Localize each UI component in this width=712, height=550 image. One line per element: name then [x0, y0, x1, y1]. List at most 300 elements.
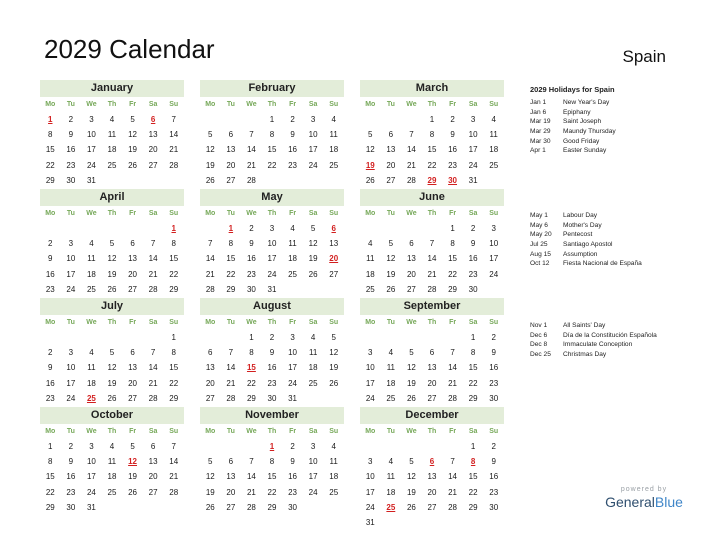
day-cell: 23 — [489, 378, 499, 388]
day-cell: 17 — [66, 269, 76, 279]
day-cell: 7 — [171, 442, 176, 451]
month-november — [200, 407, 344, 516]
day-cell: 27 — [148, 160, 158, 170]
week-row — [360, 345, 504, 360]
day-cell: 10 — [365, 363, 375, 373]
day-cell: 26 — [205, 175, 215, 185]
day-cell: 22 — [427, 160, 437, 170]
day-cell: 3 — [68, 239, 74, 249]
weekday-header — [200, 98, 344, 112]
day-cell: 15 — [468, 472, 478, 482]
day-cell: 15 — [169, 254, 179, 264]
day-cell: 25 — [107, 160, 117, 170]
day-cell: 8 — [470, 348, 476, 358]
day-cell: 15 — [45, 145, 55, 155]
day-cell: 15 — [427, 145, 437, 155]
day-cell: 30 — [468, 284, 478, 294]
weekday-label: Sa — [308, 101, 318, 108]
day-cell — [442, 515, 463, 530]
day-cell: 21 — [246, 160, 256, 170]
day-cell: 21 — [205, 269, 215, 279]
day-cell: 2 — [269, 333, 275, 342]
day-cell — [200, 112, 221, 127]
weekday-label: Fr — [449, 101, 457, 108]
day-cell: 14 — [148, 363, 158, 373]
day-cell — [163, 500, 184, 515]
day-cell: 28 — [169, 487, 179, 497]
day-cell: 9 — [491, 348, 496, 358]
week-row — [200, 439, 344, 454]
holiday-day-cell: 29 — [427, 175, 437, 185]
day-cell: 1 — [450, 224, 455, 233]
day-cell: 7 — [208, 239, 213, 249]
week-row — [40, 330, 184, 345]
week-row — [200, 267, 344, 282]
week-row — [200, 251, 344, 266]
week-row — [40, 282, 184, 297]
weekday-label: Tu — [66, 319, 75, 326]
day-cell: 7 — [450, 348, 455, 358]
day-cell: 5 — [409, 457, 414, 467]
day-cell: 6 — [228, 130, 234, 140]
day-cell: 25 — [86, 284, 96, 294]
month-title: April — [40, 189, 184, 206]
day-cell — [122, 500, 143, 515]
day-cell: 20 — [226, 487, 236, 497]
day-cell: 29 — [468, 393, 478, 403]
holiday-item — [530, 146, 700, 156]
day-cell: 8 — [171, 348, 176, 358]
weekday-label: Sa — [148, 319, 158, 326]
day-cell: 2 — [491, 442, 496, 451]
day-cell: 13 — [226, 145, 236, 155]
weekday-label: Tu — [386, 210, 395, 217]
week-row — [200, 345, 344, 360]
day-cell: 13 — [148, 130, 158, 140]
day-cell: 18 — [308, 363, 318, 373]
day-cell: 2 — [249, 224, 254, 233]
day-cell: 19 — [386, 269, 396, 279]
holiday-day-cell: 1 — [171, 224, 176, 233]
week-row — [200, 376, 344, 391]
day-cell: 9 — [450, 130, 455, 140]
holiday-date: Jan 6 — [530, 108, 547, 116]
holiday-day-cell: 6 — [331, 224, 336, 233]
day-cell: 11 — [489, 130, 498, 140]
day-cell: 10 — [86, 130, 96, 140]
day-cell: 24 — [86, 487, 96, 497]
day-cell: 26 — [386, 284, 396, 294]
day-cell: 29 — [45, 502, 55, 512]
month-title: December — [360, 407, 504, 424]
day-cell: 18 — [329, 145, 339, 155]
weekday-label: Su — [489, 428, 499, 435]
weekday-label: We — [246, 428, 257, 435]
month-title: October — [40, 407, 184, 424]
day-cell — [422, 515, 443, 530]
holiday-day-cell: 19 — [365, 160, 375, 170]
month-title: March — [360, 80, 504, 97]
weekday-header — [40, 316, 184, 330]
day-cell: 2 — [68, 115, 74, 124]
day-cell: 14 — [246, 145, 256, 155]
holiday-date: Mar 19 — [530, 118, 551, 126]
week-row — [200, 330, 344, 345]
day-cell: 19 — [128, 472, 138, 482]
day-cell: 4 — [368, 239, 373, 249]
week-row — [360, 236, 504, 251]
day-cell: 24 — [489, 269, 499, 279]
weekday-label: We — [86, 210, 97, 217]
day-cell: 3 — [89, 442, 94, 451]
holiday-date: May 6 — [530, 221, 548, 229]
day-cell: 18 — [86, 378, 96, 388]
day-cell: 20 — [148, 145, 158, 155]
day-cell: 8 — [171, 239, 176, 249]
holiday-date: Oct 12 — [530, 260, 550, 268]
day-cell — [40, 221, 61, 236]
day-cell: 14 — [169, 130, 179, 140]
day-cell: 20 — [386, 160, 396, 170]
day-cell: 10 — [267, 239, 277, 249]
holiday-item — [530, 108, 700, 118]
month-february — [200, 80, 344, 189]
holiday-date: Jul 25 — [530, 241, 548, 249]
day-cell: 12 — [406, 472, 416, 482]
day-cell: 12 — [205, 145, 215, 155]
weekday-label: Fr — [129, 101, 137, 108]
day-cell: 13 — [386, 145, 396, 155]
day-cell — [422, 439, 443, 454]
day-cell: 7 — [228, 348, 234, 358]
weekday-label: Su — [489, 210, 499, 217]
weekday-label: Tu — [66, 101, 75, 108]
week-row — [40, 454, 184, 469]
day-cell: 2 — [290, 442, 295, 451]
day-cell: 22 — [448, 269, 458, 279]
holiday-item — [530, 240, 700, 250]
day-cell: 10 — [86, 457, 96, 467]
week-row — [40, 345, 184, 360]
week-row — [200, 360, 344, 375]
day-cell — [122, 173, 143, 188]
day-cell — [143, 173, 164, 188]
day-cell: 7 — [249, 457, 254, 467]
day-cell — [221, 439, 242, 454]
day-cell: 24 — [86, 160, 96, 170]
day-cell: 13 — [406, 254, 416, 264]
day-cell: 11 — [107, 457, 117, 467]
day-cell — [360, 112, 381, 127]
day-cell: 9 — [269, 348, 275, 358]
day-cell: 1 — [470, 442, 476, 451]
calendar-grid — [40, 80, 504, 527]
day-cell: 28 — [246, 502, 256, 512]
day-cell — [323, 500, 344, 515]
day-cell — [303, 500, 324, 515]
day-cell: 24 — [308, 487, 318, 497]
week-row — [360, 267, 504, 282]
day-cell: 30 — [246, 284, 256, 294]
day-cell: 1 — [48, 442, 53, 451]
day-cell — [401, 439, 422, 454]
day-cell: 5 — [409, 348, 414, 358]
weekday-label: Th — [107, 319, 117, 326]
holiday-group — [530, 321, 700, 360]
weekday-label: Th — [267, 210, 277, 217]
day-cell: 10 — [66, 363, 76, 373]
week-row — [40, 376, 184, 391]
day-cell: 25 — [308, 378, 318, 388]
day-cell: 7 — [429, 239, 435, 249]
weekday-label: Sa — [468, 101, 478, 108]
day-cell: 4 — [388, 348, 394, 358]
week-row — [360, 376, 504, 391]
holiday-item — [530, 221, 700, 231]
week-row — [360, 439, 504, 454]
day-cell: 24 — [365, 502, 375, 512]
day-cell: 28 — [406, 175, 416, 185]
day-cell: 21 — [406, 160, 416, 170]
week-row — [360, 391, 504, 406]
holiday-name: New Year's Day — [563, 99, 610, 106]
holiday-group — [530, 211, 700, 269]
day-cell: 2 — [290, 115, 295, 124]
day-cell: 12 — [406, 363, 416, 373]
day-cell: 25 — [365, 284, 375, 294]
weekday-label: Th — [267, 428, 277, 435]
day-cell: 5 — [130, 442, 135, 451]
day-cell — [381, 221, 402, 236]
day-cell: 4 — [89, 348, 94, 358]
day-cell: 29 — [45, 175, 55, 185]
brand-name-part2: Blue — [654, 494, 683, 510]
day-cell: 14 — [226, 363, 236, 373]
day-cell: 23 — [468, 269, 478, 279]
day-cell: 23 — [45, 393, 55, 403]
day-cell — [422, 221, 443, 236]
day-cell: 24 — [308, 160, 318, 170]
weekday-label: Mo — [45, 210, 56, 217]
day-cell: 1 — [470, 333, 476, 342]
day-cell: 24 — [66, 393, 76, 403]
day-cell: 30 — [288, 502, 298, 512]
day-cell: 9 — [290, 130, 295, 140]
day-cell — [200, 439, 221, 454]
day-cell — [381, 515, 402, 530]
weekday-label: Th — [107, 101, 117, 108]
day-cell: 1 — [429, 115, 435, 124]
day-cell — [102, 330, 123, 345]
holiday-item — [530, 350, 700, 360]
weekday-label: Tu — [226, 428, 235, 435]
weekday-label: We — [406, 210, 417, 217]
day-cell: 9 — [48, 254, 53, 264]
day-cell — [360, 221, 381, 236]
day-cell: 15 — [267, 145, 277, 155]
weekday-label: Mo — [365, 210, 376, 217]
holiday-day-cell: 30 — [448, 175, 458, 185]
holiday-item — [530, 259, 700, 269]
weekday-label: Su — [169, 319, 179, 326]
day-cell: 14 — [205, 254, 215, 264]
day-cell: 19 — [107, 269, 117, 279]
weekday-label: Sa — [148, 210, 158, 217]
day-cell: 7 — [150, 239, 156, 249]
holiday-name: All Saints' Day — [563, 322, 606, 329]
day-cell — [360, 330, 381, 345]
weekday-header — [360, 98, 504, 112]
weekday-label: Mo — [205, 210, 216, 217]
weekday-label: Mo — [365, 101, 376, 108]
day-cell: 19 — [406, 487, 416, 497]
day-cell: 11 — [386, 472, 395, 482]
weekday-label: Tu — [226, 319, 235, 326]
day-cell: 26 — [128, 160, 138, 170]
day-cell: 9 — [48, 363, 53, 373]
week-row — [200, 112, 344, 127]
day-cell: 1 — [171, 333, 176, 342]
weekday-label: Fr — [289, 428, 297, 435]
day-cell: 28 — [427, 284, 437, 294]
day-cell — [323, 391, 344, 406]
weekday-label: Th — [267, 101, 277, 108]
day-cell: 17 — [86, 145, 96, 155]
day-cell: 25 — [386, 393, 396, 403]
day-cell: 31 — [267, 284, 277, 294]
day-cell: 12 — [329, 348, 339, 358]
weekday-label: We — [246, 319, 257, 326]
month-title: June — [360, 189, 504, 206]
month-january — [40, 80, 184, 189]
day-cell — [241, 439, 262, 454]
day-cell: 14 — [169, 457, 179, 467]
day-cell: 8 — [269, 130, 275, 140]
day-cell: 23 — [448, 160, 458, 170]
day-cell — [463, 515, 484, 530]
day-cell: 2 — [68, 442, 74, 451]
day-cell: 25 — [329, 160, 339, 170]
holiday-day-cell: 15 — [246, 363, 256, 373]
day-cell: 17 — [66, 378, 76, 388]
week-row — [360, 330, 504, 345]
week-row — [200, 127, 344, 142]
holiday-name: Fiesta Nacional de España — [563, 260, 642, 268]
weekday-label: Mo — [205, 319, 216, 326]
day-cell: 20 — [128, 378, 138, 388]
day-cell: 17 — [308, 472, 318, 482]
month-march — [360, 80, 504, 189]
weekday-label: We — [406, 319, 417, 326]
day-cell — [221, 112, 242, 127]
month-title: January — [40, 80, 184, 97]
day-cell: 27 — [427, 393, 437, 403]
day-cell: 9 — [470, 239, 476, 249]
day-cell — [143, 500, 164, 515]
month-title: May — [200, 189, 344, 206]
day-cell: 3 — [269, 224, 275, 233]
day-cell: 31 — [86, 502, 96, 512]
day-cell: 23 — [246, 269, 256, 279]
day-cell: 22 — [468, 378, 478, 388]
day-cell: 29 — [448, 284, 458, 294]
weekday-label: Sa — [468, 210, 478, 217]
day-cell — [381, 112, 402, 127]
day-cell — [401, 330, 422, 345]
day-cell: 18 — [107, 472, 117, 482]
day-cell: 17 — [308, 145, 318, 155]
day-cell: 5 — [130, 115, 135, 124]
weekday-label: Su — [169, 210, 179, 217]
holiday-date: Dec 25 — [530, 351, 551, 359]
day-cell: 24 — [288, 378, 298, 388]
holiday-date: Aug 15 — [530, 250, 551, 258]
holiday-name: Immaculate Conception — [563, 341, 633, 349]
day-cell: 11 — [329, 457, 338, 467]
month-title: February — [200, 80, 344, 97]
day-cell: 11 — [87, 363, 96, 373]
day-cell: 11 — [329, 130, 338, 140]
day-cell: 16 — [246, 254, 256, 264]
weekday-label: We — [406, 101, 417, 108]
weekday-label: Th — [107, 210, 117, 217]
weekday-label: Mo — [45, 101, 56, 108]
day-cell: 10 — [365, 472, 375, 482]
day-cell: 21 — [169, 472, 179, 482]
day-cell — [360, 439, 381, 454]
weekday-label: Mo — [205, 101, 216, 108]
day-cell: 13 — [148, 457, 158, 467]
day-cell: 29 — [246, 393, 256, 403]
weekday-label: Tu — [226, 101, 235, 108]
day-cell — [323, 173, 344, 188]
day-cell: 29 — [267, 502, 277, 512]
weekday-label: Fr — [289, 101, 297, 108]
week-row — [200, 173, 344, 188]
weekday-label: We — [246, 210, 257, 217]
day-cell: 3 — [491, 224, 496, 233]
week-row — [360, 158, 504, 173]
week-row — [40, 221, 184, 236]
weekday-label: Mo — [45, 428, 56, 435]
day-cell: 4 — [331, 115, 336, 124]
day-cell: 15 — [226, 254, 236, 264]
day-cell: 28 — [448, 393, 458, 403]
day-cell: 2 — [470, 224, 476, 233]
day-cell: 25 — [107, 487, 117, 497]
day-cell: 22 — [267, 160, 277, 170]
day-cell: 26 — [308, 269, 318, 279]
holiday-day-cell: 6 — [150, 115, 156, 124]
day-cell: 20 — [406, 269, 416, 279]
week-row — [40, 360, 184, 375]
day-cell: 7 — [450, 457, 455, 467]
day-cell: 11 — [366, 254, 375, 264]
branding — [588, 486, 700, 510]
holiday-name: Easter Sunday — [563, 147, 607, 155]
week-row — [360, 360, 504, 375]
holiday-day-cell: 1 — [269, 442, 275, 451]
day-cell: 4 — [290, 224, 295, 233]
week-row — [200, 236, 344, 251]
weekday-label: Sa — [148, 428, 158, 435]
day-cell: 7 — [409, 130, 414, 140]
day-cell: 8 — [48, 457, 53, 467]
weekday-label: Su — [169, 428, 179, 435]
week-row — [40, 158, 184, 173]
day-cell: 26 — [128, 487, 138, 497]
weekday-header — [360, 316, 504, 330]
